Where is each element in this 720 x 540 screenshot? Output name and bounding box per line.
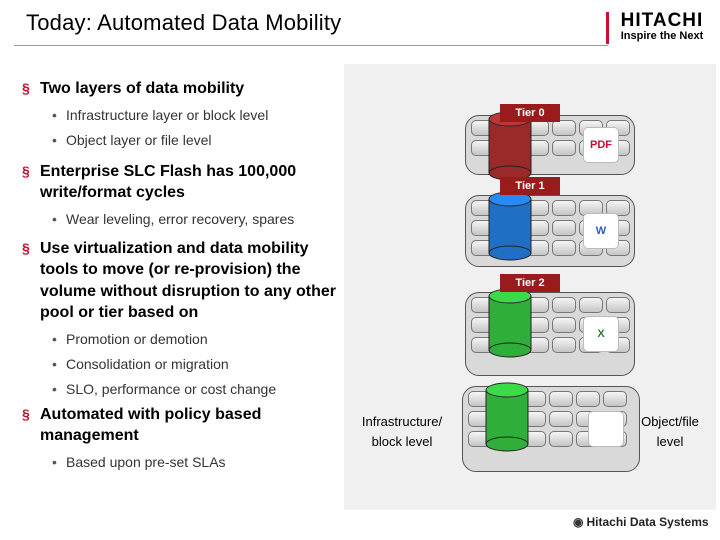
sub-bullet-1-2: • Object layer or file level	[22, 131, 342, 149]
excel-icon: X	[583, 316, 619, 352]
disk-drive-icon	[549, 391, 573, 407]
sub-bullet-3-3: • SLO, performance or cost change	[22, 380, 342, 398]
disk-drive-icon	[552, 120, 576, 136]
logo-brand: HITACHI	[620, 10, 704, 31]
sub-bullet-3-1: • Promotion or demotion	[22, 330, 342, 348]
disk-drive-icon	[552, 297, 576, 313]
logo-tagline-accent: Next	[679, 30, 704, 42]
bullet-3: § Use virtualization and data mobility tools to move (or re-provision) the volume without disruption to any other pool or tier based on	[22, 238, 342, 324]
object-file-label: Object/file level	[641, 414, 699, 449]
tier-label: Tier 2	[500, 274, 560, 292]
sub-bullet-2-1: • Wear leveling, error recovery, spares	[22, 210, 342, 228]
logo-tagline-pre: Inspire the	[620, 30, 680, 42]
tier-label: Tier 0	[500, 104, 560, 122]
disk-drive-icon	[549, 431, 573, 447]
disk-drive-icon	[552, 337, 576, 353]
bullet-4: § Automated with policy based management	[22, 404, 342, 447]
hitachi-logo	[612, 8, 712, 44]
disk-drive-icon	[603, 391, 627, 407]
disk-drive-icon	[606, 297, 630, 313]
sub-bullet-4-1: • Based upon pre-set SLAs	[22, 453, 342, 471]
disk-drive-icon	[552, 200, 576, 216]
audio-file-icon	[588, 411, 624, 447]
disk-drive-icon	[552, 140, 576, 156]
word-icon: W	[583, 213, 619, 249]
sub-bullet-1-1: • Infrastructure layer or block level	[22, 106, 342, 124]
hds-mark-icon: ◉	[573, 515, 584, 529]
footer-logo	[573, 515, 709, 529]
footer-brand: Hitachi Data Systems	[586, 515, 709, 529]
pdf-icon: PDF	[583, 127, 619, 163]
sub-bullet-3-2: • Consolidation or migration	[22, 355, 342, 373]
tier-label: Tier 1	[500, 177, 560, 195]
storage-cylinder-icon	[487, 286, 533, 358]
disk-drive-icon	[552, 220, 576, 236]
title-rule	[14, 45, 608, 46]
bullet-1: § Two layers of data mobility	[22, 78, 342, 100]
logo-tagline	[612, 30, 712, 42]
disk-drive-icon	[579, 297, 603, 313]
infrastructure-label: Infrastructure/ block level	[361, 414, 443, 449]
disk-drive-icon	[552, 240, 576, 256]
disk-drive-icon	[549, 411, 573, 427]
bullet-2: § Enterprise SLC Flash has 100,000 write/format cycles	[22, 161, 342, 204]
slide-title: Today: Automated Data Mobility	[26, 10, 342, 35]
bullet-list	[22, 78, 342, 478]
logo-accent-bar	[606, 12, 609, 44]
disk-drive-icon	[552, 317, 576, 333]
disk-drive-icon	[576, 391, 600, 407]
storage-cylinder-icon	[487, 189, 533, 261]
storage-cylinder-icon	[484, 380, 530, 452]
